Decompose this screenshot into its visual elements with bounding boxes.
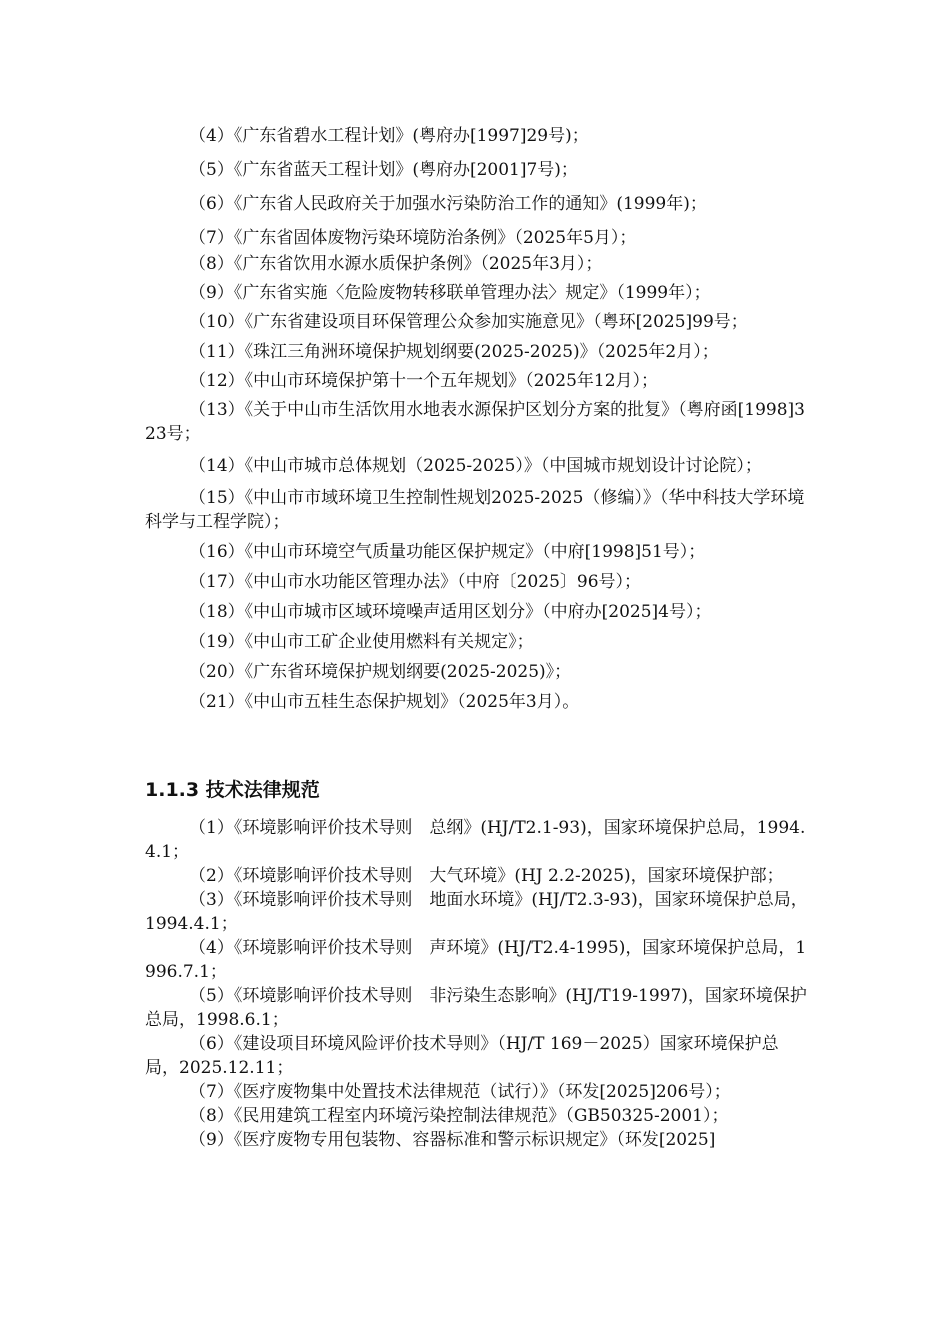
list-item: （7）《医疗废物集中处置技术法律规范（试行）》（环发[2025]206号）； <box>189 1082 731 1102</box>
list-item: （8）《广东省饮用水源水质保护条例》（2025年3月）； <box>189 254 603 274</box>
list-item: （3）《环境影响评价技术导则 地面水环境》(HJ/T2.3-93)，国家环境保护总局，1994.4.1； <box>145 890 808 934</box>
list-item: （7）《广东省固体废物污染环境防治条例》（2025年5月）； <box>189 228 637 248</box>
technical-norm-list <box>145 816 810 1152</box>
section-heading: 1.1.3 技术法律规范 <box>145 779 320 801</box>
list-item: （5）《环境影响评价技术导则 非污染生态影响》(HJ/T19-1997)，国家环境保护总局，1998.6.1； <box>145 986 807 1030</box>
list-item: （9）《广东省实施〈危险废物转移联单管理办法〉规定》（1999年）； <box>189 283 711 303</box>
list-item: （11）《珠江三角洲环境保护规划纲要(2025-2025)》（2025年2月）； <box>189 342 719 362</box>
regulation-list <box>145 124 810 724</box>
list-item: （2）《环境影响评价技术导则 大气环境》(HJ 2.2-2025)，国家环境保护部； <box>189 866 784 886</box>
list-item: （20）《广东省环境保护规划纲要(2025-2025)》； <box>189 662 572 682</box>
list-item: （16）《中山市环境空气质量功能区保护规定》（中府[1998]51号）； <box>189 542 706 562</box>
list-item: （6）《建设项目环境风险评价技术导则》（HJ/T 169－2025）国家环境保护总局，2025.12.11； <box>145 1034 779 1078</box>
list-item: （4）《广东省碧水工程计划》(粤府办[1997]29号)； <box>189 126 589 146</box>
list-item: （12）《中山市环境保护第十一个五年规划》（2025年12月）； <box>189 371 659 391</box>
list-item: （8）《民用建筑工程室内环境污染控制法律规范》（GB50325-2001）； <box>189 1106 729 1126</box>
list-item: （18）《中山市城市区域环境噪声适用区划分》（中府办[2025]4号）； <box>189 602 712 622</box>
list-item: （4）《环境影响评价技术导则 声环境》(HJ/T2.4-1995)，国家环境保护总局，1996.7.1； <box>145 938 807 982</box>
list-item: （10）《广东省建设项目环保管理公众参加实施意见》（粤环[2025]99号； <box>189 312 748 332</box>
list-item: （13）《关于中山市生活饮用水地表水源保护区划分方案的批复》（粤府函[1998]323号； <box>145 400 805 444</box>
list-item: （19）《中山市工矿企业使用燃料有关规定》； <box>189 632 534 652</box>
list-item: （14）《中山市城市总体规划（2025-2025）》（中国城市规划设计讨论院）； <box>189 456 762 476</box>
list-item: （9）《医疗废物专用包装物、容器标准和警示标识规定》（环发[2025] <box>189 1130 716 1150</box>
list-item: （21）《中山市五桂生态保护规划》（2025年3月）。 <box>189 692 580 712</box>
list-item: （15）《中山市市域环境卫生控制性规划2025-2025（修编）》（华中科技大学环境科学与工程学院）； <box>145 488 805 532</box>
list-item: （17）《中山市水功能区管理办法》（中府〔2025〕96号）； <box>189 572 642 592</box>
list-item: （5）《广东省蓝天工程计划》(粤府办[2001]7号)； <box>189 160 578 180</box>
list-item: （1）《环境影响评价技术导则 总纲》(HJ/T2.1-93)，国家环境保护总局，1994.4.1； <box>145 818 806 862</box>
list-item: （6）《广东省人民政府关于加强水污染防治工作的通知》(1999年)； <box>189 194 707 214</box>
